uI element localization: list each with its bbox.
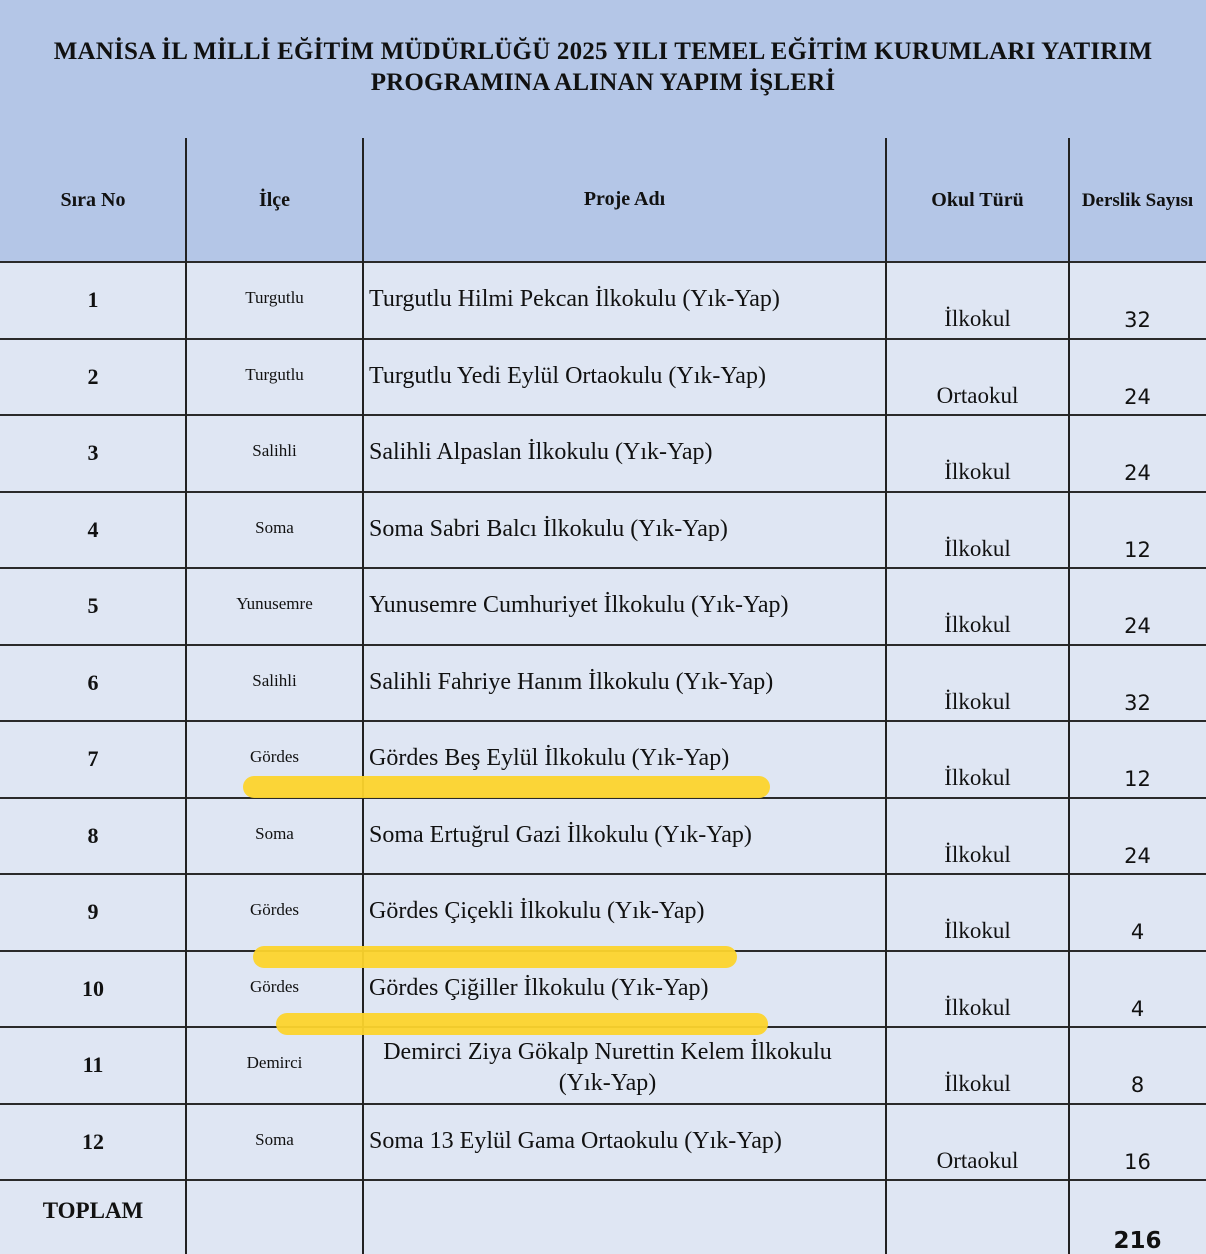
row-ilce: Soma <box>255 1129 294 1149</box>
header-proje-adi: Proje Adı <box>583 188 666 210</box>
row-divider <box>0 491 1206 493</box>
header-okul-turu: Okul Türü <box>931 188 1024 211</box>
row-ilce: Yunusemre <box>236 594 313 614</box>
row-number: 1 <box>87 287 99 313</box>
row-number: 12 <box>82 1128 104 1154</box>
row-derslik-sayisi: 8 <box>1130 1073 1145 1097</box>
row-ilce: Soma <box>255 517 294 537</box>
row-okul-turu: İlkokul <box>944 765 1011 790</box>
row-proje-adi: Soma Sabri Balcı İlkokulu (Yık-Yap) <box>369 515 728 542</box>
row-proje-adi: Salihli Fahriye Hanım İlkokulu (Yık-Yap) <box>369 668 774 695</box>
row-proje-adi: Gördes Çiğiller İlkokulu (Yık-Yap) <box>369 974 709 1001</box>
title-line-2: PROGRAMINA ALINAN YAPIM İŞLERİ <box>370 69 836 96</box>
row-okul-turu: Ortaokul <box>936 382 1019 408</box>
row-number: 11 <box>82 1052 104 1078</box>
header-ilce: İlçe <box>258 188 291 211</box>
row-proje-adi: Soma Ertuğrul Gazi İlkokulu (Yık-Yap) <box>369 821 752 848</box>
row-ilce: Soma <box>255 823 294 843</box>
row-okul-turu: İlkokul <box>944 994 1011 1020</box>
row-number: 4 <box>87 516 99 542</box>
row-divider <box>0 720 1206 722</box>
column-divider <box>885 138 887 1254</box>
row-proje-adi: Gördes Çiçekli İlkokulu (Yık-Yap) <box>369 898 705 924</box>
row-derslik-sayisi: 24 <box>1124 843 1151 868</box>
row-divider <box>0 644 1206 646</box>
row-number: 7 <box>87 746 99 772</box>
row-okul-turu: İlkokul <box>944 612 1011 637</box>
row-derslik-sayisi: 24 <box>1124 384 1151 409</box>
row-ilce: Salihli <box>252 441 297 461</box>
row-okul-turu: İlkokul <box>944 918 1011 943</box>
highlighter-mark <box>243 776 770 798</box>
column-divider <box>185 138 187 1254</box>
row-derslik-sayisi: 16 <box>1124 1149 1151 1174</box>
row-proje-adi: Gördes Beş Eylül İlkokulu (Yık-Yap) <box>369 745 730 771</box>
row-okul-turu: İlkokul <box>944 841 1011 867</box>
row-ilce: Gördes <box>249 747 300 767</box>
row-okul-turu: Ortaokul <box>936 1147 1019 1173</box>
highlighter-mark <box>253 946 737 968</box>
column-divider <box>362 138 364 1254</box>
row-proje-adi: Salihli Alpaslan İlkokulu (Yık-Yap) <box>369 439 713 465</box>
row-ilce: Turgutlu <box>245 364 304 384</box>
row-proje-adi: Turgutlu Yedi Eylül Ortaokulu (Yık-Yap) <box>369 362 766 389</box>
row-okul-turu: İlkokul <box>944 1071 1011 1096</box>
row-number: 9 <box>87 899 99 925</box>
row-ilce: Demirci <box>246 1053 303 1073</box>
title-banner <box>0 0 1206 140</box>
header-derslik-sayisi: Derslik Sayısı <box>1081 190 1194 211</box>
row-divider <box>0 567 1206 569</box>
total-value: 216 <box>1113 1228 1162 1254</box>
row-okul-turu: İlkokul <box>944 306 1011 331</box>
row-divider <box>0 414 1206 416</box>
row-okul-turu: İlkokul <box>944 459 1011 484</box>
row-derslik-sayisi: 24 <box>1124 614 1151 638</box>
row-divider <box>0 1103 1206 1105</box>
row-ilce: Gördes <box>249 976 300 996</box>
row-derslik-sayisi: 24 <box>1124 461 1151 485</box>
row-derslik-sayisi: 32 <box>1124 690 1151 715</box>
total-label: TOPLAM <box>42 1198 144 1223</box>
row-number: 6 <box>87 669 99 695</box>
row-ilce: Salihli <box>252 670 297 690</box>
row-number: 10 <box>82 975 104 1001</box>
projects-table <box>0 138 1206 1254</box>
row-derslik-sayisi: 12 <box>1124 537 1151 562</box>
row-proje-adi: Yunusemre Cumhuriyet İlkokulu (Yık-Yap) <box>369 592 789 618</box>
row-divider <box>0 261 1206 263</box>
row-number: 5 <box>87 593 99 619</box>
row-proje-adi: Turgutlu Hilmi Pekcan İlkokulu (Yık-Yap) <box>369 286 780 312</box>
row-ilce: Turgutlu <box>245 288 304 308</box>
row-derslik-sayisi: 32 <box>1124 308 1151 332</box>
document-title <box>0 36 1206 98</box>
row-derslik-sayisi: 4 <box>1130 920 1145 944</box>
header-sira-no: Sıra No <box>60 188 126 211</box>
row-divider <box>0 338 1206 340</box>
row-derslik-sayisi: 4 <box>1130 996 1145 1021</box>
row-divider <box>0 873 1206 875</box>
row-okul-turu: İlkokul <box>944 688 1011 714</box>
row-proje-adi: Soma 13 Eylül Gama Ortaokulu (Yık-Yap) <box>369 1127 782 1154</box>
row-ilce: Gördes <box>249 900 300 920</box>
row-number: 8 <box>87 822 99 848</box>
row-derslik-sayisi: 12 <box>1124 767 1151 791</box>
title-line-1: MANİSA İL MİLLİ EĞİTİM MÜDÜRLÜĞÜ 2025 YILI TEMEL EĞİTİM KURUMLARI YATIRIM <box>53 38 1153 65</box>
row-proje-adi: Demirci Ziya Gökalp Nurettin Kelem İlkokulu (Yık-Yap) <box>383 1039 832 1096</box>
row-divider <box>0 1179 1206 1181</box>
row-okul-turu: İlkokul <box>944 535 1011 561</box>
highlighter-mark <box>276 1013 768 1035</box>
row-number: 3 <box>87 440 99 466</box>
row-number: 2 <box>87 363 99 389</box>
column-divider <box>1068 138 1070 1254</box>
